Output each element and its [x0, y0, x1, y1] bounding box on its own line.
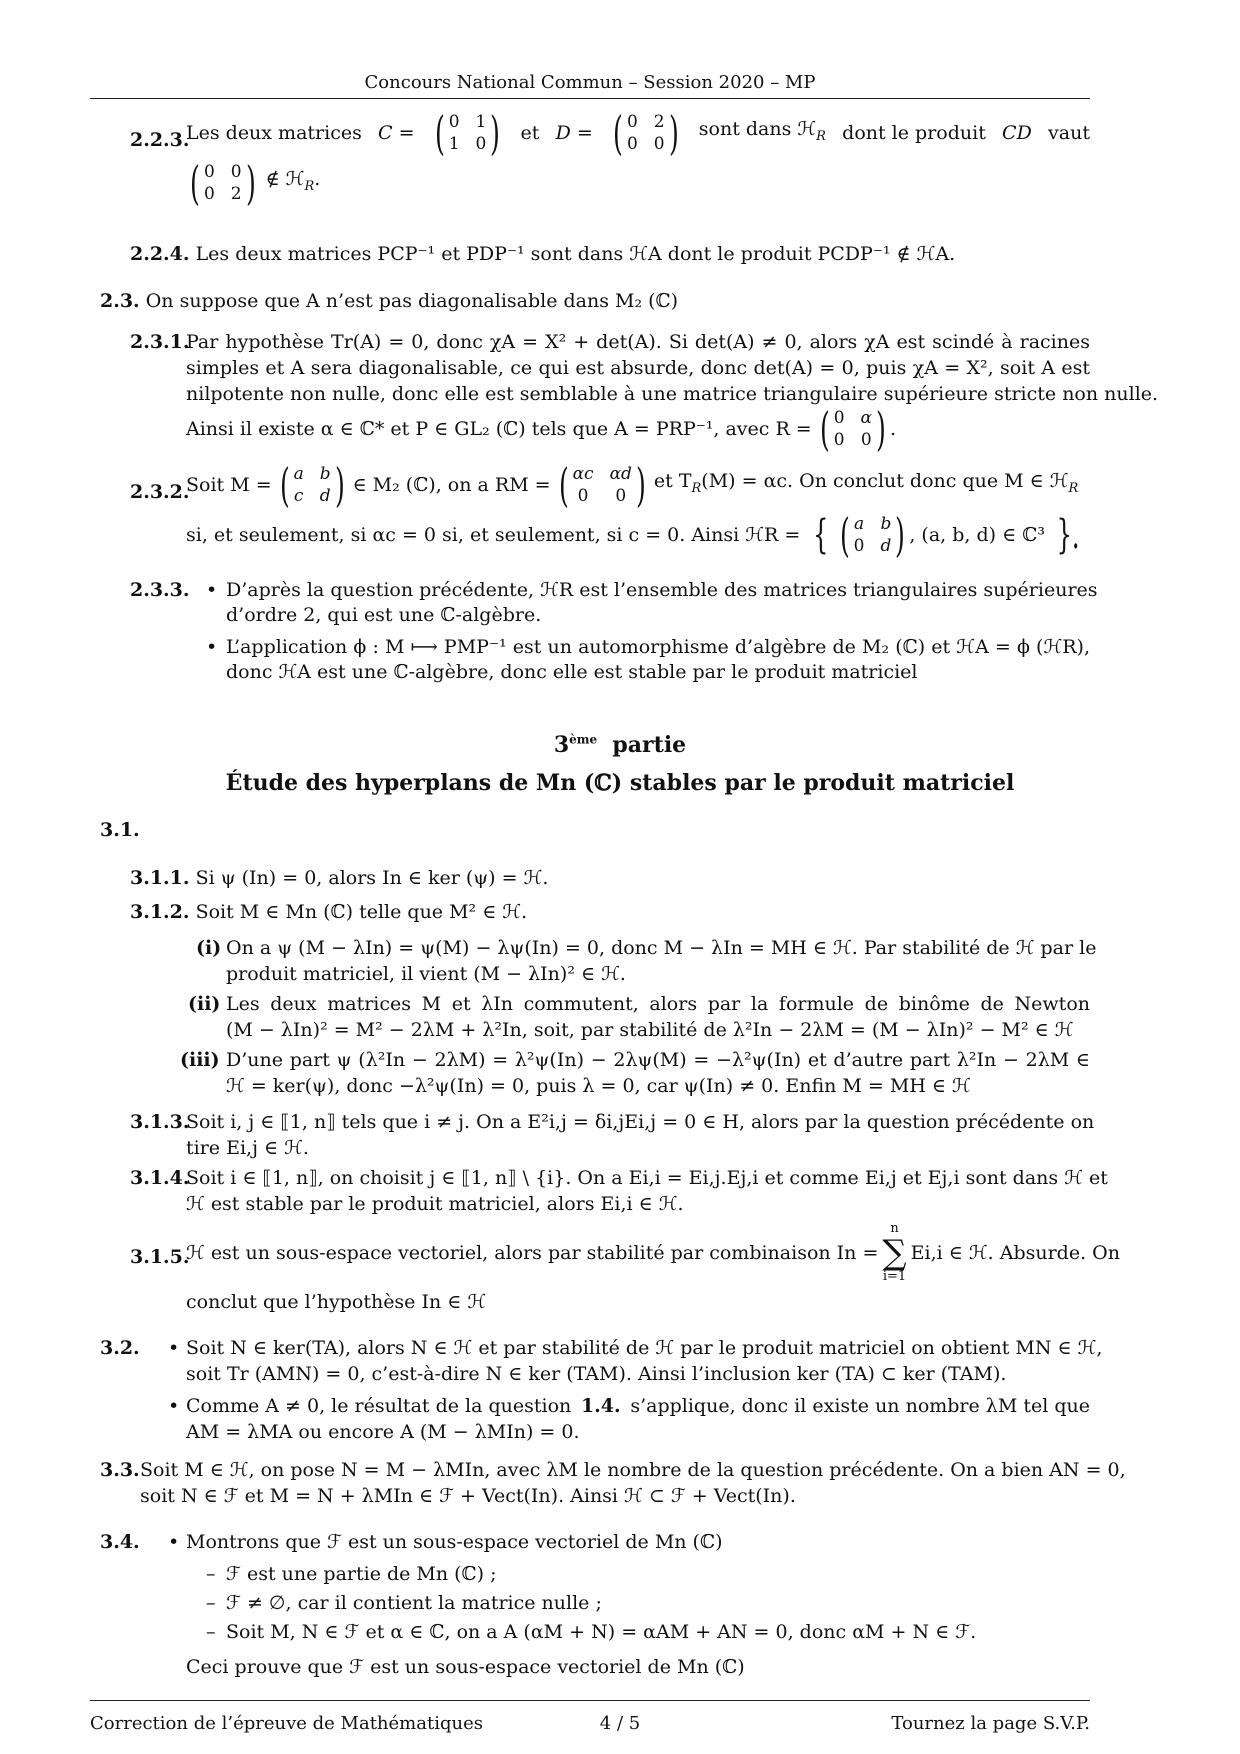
item-2-2-3-line1 — [186, 106, 1090, 160]
text: Les deux matrices — [186, 122, 362, 144]
matrix-entry: a — [293, 464, 304, 484]
brace-close: }. — [1056, 512, 1080, 558]
footer-right: Tournez la page S.V.P. — [891, 1713, 1090, 1734]
item-3-4-d1: ℱ est une partie de Mn (ℂ) ; — [226, 1563, 497, 1585]
item-2-3-3-b1l1: D’après la question précédente, ℋR est l’ensemble des matrices triangulaires supérieures — [226, 579, 1098, 601]
matrix-entry: αc — [572, 464, 594, 484]
item-ii-l1: Les deux matrices M et λIn commutent, alors par la formule de binôme de Newton — [226, 993, 1090, 1015]
matrix-entry: 2 — [653, 112, 665, 132]
item-3-1-4-l1: Soit i ∈ ⟦1, n⟧, on choisit j ∈ ⟦1, n⟧ \ {i}. On a Ei,i = Ei,j.Ej,i et comme Ei,j et Ej,i sont dans ℋ et — [186, 1167, 1108, 1189]
text: dont le produit — [842, 122, 986, 144]
text: ∈ M₂ (ℂ), on a RM = — [352, 474, 551, 496]
item-3-4-concl: Ceci prouve que ℱ est un sous-espace vectoriel de Mn (ℂ) — [186, 1656, 745, 1678]
item-2-3-1-num: 2.3.1. — [130, 331, 190, 353]
item-3-4-b1: Montrons que ℱ est un sous-espace vectoriel de Mn (ℂ) — [186, 1531, 723, 1553]
text: On suppose que A n’est pas diagonalisable dans M₂ (ℂ) — [145, 290, 679, 312]
text: Si ψ (In) = 0, alors In ∈ ker (ψ) = ℋ. — [195, 867, 549, 889]
matrix-rm: ( αc αd 0 0 ) — [558, 458, 646, 512]
matrix-entry: 0 — [203, 184, 215, 204]
item-3-4-d3: Soit M, N ∈ ℱ et α ∈ ℂ, on a A (αM + N) = αAM + AN = 0, donc αM + N ∈ ℱ. — [226, 1621, 977, 1643]
bullet-icon: • — [168, 1337, 180, 1359]
bullet-icon: • — [168, 1395, 180, 1417]
text: Ei,i ∈ ℋ. Absurde. On — [910, 1242, 1120, 1264]
item-3-1-5-l1 — [186, 1221, 1120, 1284]
bullet-icon: • — [206, 579, 218, 601]
matrix-entry: α — [860, 408, 872, 428]
footer-rule — [90, 1700, 1090, 1701]
text: , (a, b, d) ∈ ℂ³ — [909, 524, 1045, 546]
item-3-2-b1l2: soit Tr (AMN) = 0, c’est-à-dire N ∈ ker (TAM). Ainsi l’inclusion ker (TA) ⊂ ker (TAM). — [186, 1363, 1007, 1385]
footer-left: Correction de l’épreuve de Mathématiques — [90, 1713, 483, 1734]
matrix-entry: 2 — [230, 184, 242, 204]
matrix-entry: 0 — [860, 430, 872, 450]
matrix-d: ( 0 2 0 0 ) — [613, 106, 679, 160]
matrix-entry: 0 — [626, 112, 638, 132]
item-ii-l2: (M − λIn)² = M² − 2λM + λ²In, soit, par stabilité de λ²In − 2λM = (M − λIn)² − M² ∈ ℋ — [226, 1019, 1074, 1041]
item-2-3-2-num: 2.3.2. — [130, 481, 190, 503]
matrix-c: ( 0 1 1 0 ) — [434, 106, 501, 160]
matrix-entry: 0 — [833, 408, 845, 428]
matrix-entry: a — [854, 514, 865, 534]
matrix-entry: 0 — [230, 162, 242, 182]
text: Comme A ≠ 0, le résultat de la question — [186, 1395, 572, 1417]
matrix-entry: 0 — [203, 162, 215, 182]
text: Soit M = — [186, 474, 272, 496]
cd: CD — [1002, 122, 1032, 144]
item-2-3-3-b1l2: d’ordre 2, qui est une ℂ-algèbre. — [226, 604, 542, 626]
matrix-entry: d — [880, 536, 892, 556]
page-number: 4 / 5 — [599, 1713, 641, 1734]
item-3-1-4-l2: ℋ est stable par le produit matriciel, alors Ei,i ∈ ℋ. — [186, 1193, 684, 1215]
item-iii-l2: ℋ = ker(ψ), donc −λ²ψ(In) = 0, puis λ = 0, car ψ(In) ≠ 0. Enfin M = MH ∈ ℋ — [226, 1075, 971, 1097]
matrix-entry: c — [293, 486, 304, 506]
item-2-3-1-l1: Par hypothèse Tr(A) = 0, donc χA = X² + det(A). Si det(A) ≠ 0, alors χA est scindé à racines — [186, 331, 1090, 353]
matrix-r: ( 0 α 0 0 ) — [819, 402, 886, 456]
matrix-cd: ( 0 0 0 2 ) — [190, 156, 256, 210]
item-2-3-1-l3: nilpotente non nulle, donc elle est semblable à une matrice triangulaire supérieure stricte non nulle. — [186, 383, 1159, 405]
question-ref: 1.4. — [580, 1395, 621, 1417]
text: vaut — [1048, 122, 1090, 144]
item-3-3-l2: soit N ∈ ℱ et M = N + λMIn ∈ ℱ + Vect(In). Ainsi ℋ ⊂ ℱ + Vect(In). — [140, 1485, 796, 1507]
page-header: Concours National Commun – Session 2020 – MP — [364, 72, 816, 93]
item-3-1-3-num: 3.1.3. — [130, 1111, 190, 1133]
brace-open: { — [813, 512, 829, 558]
item-2-3-1-l4 — [186, 402, 896, 456]
text: Les deux matrices PCP⁻¹ et PDP⁻¹ sont dans ℋA dont le produit PCDP⁻¹ ∉ ℋA. — [195, 243, 956, 265]
item-3-1-2: 3.1.2. Soit M ∈ Mn (ℂ) telle que M² ∈ ℋ. — [130, 901, 528, 923]
c-eq: C = — [378, 122, 415, 144]
item-2-3-1-l2: simples et A sera diagonalisable, ce qui est absurde, donc det(A) = 0, puis χA = X², soit A est — [186, 357, 1090, 379]
text: ℋ est un sous-espace vectoriel, alors par stabilité par combinaison In = — [186, 1242, 879, 1264]
matrix-entry: d — [319, 486, 331, 506]
matrix-h: ( a b 0 d ) — [839, 508, 906, 562]
matrix-entry: 1 — [448, 134, 460, 154]
item-3-1-5-num: 3.1.5. — [130, 1246, 190, 1268]
part-number: 3ème partie — [553, 732, 687, 758]
item-3-3-l1: Soit M ∈ ℋ, on pose N = M − λMIn, avec λM le nombre de la question précédente. On a bien AN = 0, — [140, 1459, 1126, 1481]
item-3-1-3-l2: tire Ei,j ∈ ℋ. — [186, 1137, 309, 1159]
item-3-4-num: 3.4. — [100, 1531, 140, 1553]
item-2-3-3-num: 2.3.3. — [130, 579, 190, 601]
text: . — [889, 418, 896, 440]
item-ii-num: (ii) — [188, 993, 221, 1015]
matrix-entry: 0 — [833, 430, 845, 450]
text: ∉ ℋ$_R$. — [265, 168, 321, 194]
item-i-l1: On a ψ (M − λIn) = ψ(M) − λψ(In) = 0, donc M − λIn = MH ∈ ℋ. Par stabilité de ℋ par le — [226, 937, 1097, 959]
matrix-entry: b — [319, 464, 331, 484]
item-3-4-d2: ℱ ≠ ∅, car il contient la matrice nulle ; — [226, 1592, 602, 1614]
item-3-3-num: 3.3. — [100, 1459, 140, 1481]
text: s’applique, donc il existe un nombre λM tel que — [630, 1395, 1090, 1417]
matrix-m: ( a b c d ) — [279, 458, 345, 512]
item-2-2-3-num: 2.2.3. — [130, 129, 190, 151]
text: Ainsi il existe α ∈ ℂ* et P ∈ GL₂ (ℂ) tels que A = PRP⁻¹, avec R = — [186, 418, 812, 440]
item-2-2-4: 2.2.4. Les deux matrices PCP⁻¹ et PDP⁻¹ sont dans ℋA dont le produit PCDP⁻¹ ∉ ℋA. — [130, 243, 956, 265]
item-iii-l1: D’une part ψ (λ²In − 2λM) = λ²ψ(In) − 2λψ(M) = −λ²ψ(In) et d’autre part λ²In − 2λM ∈ — [226, 1049, 1090, 1071]
d-eq: D = — [555, 122, 593, 144]
matrix-entry: 0 — [626, 134, 638, 154]
matrix-entry: 0 — [853, 536, 865, 556]
item-3-2-b2l1 — [186, 1394, 1090, 1418]
item-i-l2: produit matriciel, il vient (M − λIn)² ∈ ℋ. — [226, 963, 626, 985]
item-3-1: 3.1. — [100, 819, 140, 841]
matrix-entry: 0 — [615, 486, 627, 506]
item-3-2-b1l1: Soit N ∈ ker(TA), alors N ∈ ℋ et par stabilité de ℋ par le produit matriciel on obtient MN ∈ ℋ, — [186, 1337, 1103, 1359]
item-iii-num: (iii) — [180, 1049, 220, 1071]
bullet-icon: • — [206, 636, 218, 658]
item-2-3-3-b2l1: L’application ϕ : M ⟼ PMP⁻¹ est un automorphisme d’algèbre de M₂ (ℂ) et ℋA = ϕ (ℋR), — [226, 636, 1090, 658]
sum-symbol: n ∑ i=1 — [882, 1221, 907, 1284]
item-2-3-2-l1 — [186, 458, 1090, 512]
text: et $T_R(M) = \alpha c$. On conclut donc que M ∈ ℋ$_R$ — [653, 470, 1079, 496]
matrix-entry: b — [880, 514, 892, 534]
item-2-2-3-line2 — [186, 156, 321, 210]
item-i-num: (i) — [196, 937, 222, 959]
part-title: Étude des hyperplans de Mn (ℂ) stables par le produit matriciel — [225, 770, 1015, 796]
item-3-1-1: 3.1.1. Si ψ (In) = 0, alors In ∈ ker (ψ) = ℋ. — [130, 867, 549, 889]
dash-icon: – — [206, 1621, 216, 1643]
text: et — [520, 122, 540, 144]
matrix-entry: 0 — [653, 134, 665, 154]
matrix-entry: 1 — [475, 112, 487, 132]
matrix-entry: 0 — [448, 112, 460, 132]
matrix-entry: 0 — [577, 486, 589, 506]
text: si, et seulement, si αc = 0 si, et seulement, si c = 0. Ainsi ℋR = — [186, 524, 801, 546]
item-3-2-b2l2: AM = λMA ou encore A (M − λMIn) = 0. — [186, 1421, 580, 1443]
item-2-3-2-l2 — [186, 508, 1087, 562]
bullet-icon: • — [168, 1531, 180, 1553]
dash-icon: – — [206, 1592, 216, 1614]
item-3-1-5-l2: conclut que l’hypothèse In ∈ ℋ — [186, 1291, 487, 1313]
text: sont dans ℋ$_R$ — [698, 118, 826, 144]
header-rule — [90, 98, 1090, 99]
item-2-3: 2.3. On suppose que A n’est pas diagonalisable dans M₂ (ℂ) — [100, 290, 679, 312]
text: Soit M ∈ Mn (ℂ) telle que M² ∈ ℋ. — [195, 901, 528, 923]
item-3-1-3-l1: Soit i, j ∈ ⟦1, n⟧ tels que i ≠ j. On a E²i,j = δi,jEi,j = 0 ∈ H, alors par la question précédente on — [186, 1111, 1095, 1133]
matrix-entry: αd — [609, 464, 632, 484]
item-3-1-4-num: 3.1.4. — [130, 1167, 190, 1189]
item-2-3-3-b2l2: donc ℋA est une ℂ-algèbre, donc elle est stable par le produit matriciel — [226, 661, 918, 683]
item-3-2-num: 3.2. — [100, 1337, 140, 1359]
matrix-entry: 0 — [475, 134, 487, 154]
dash-icon: – — [206, 1563, 216, 1585]
